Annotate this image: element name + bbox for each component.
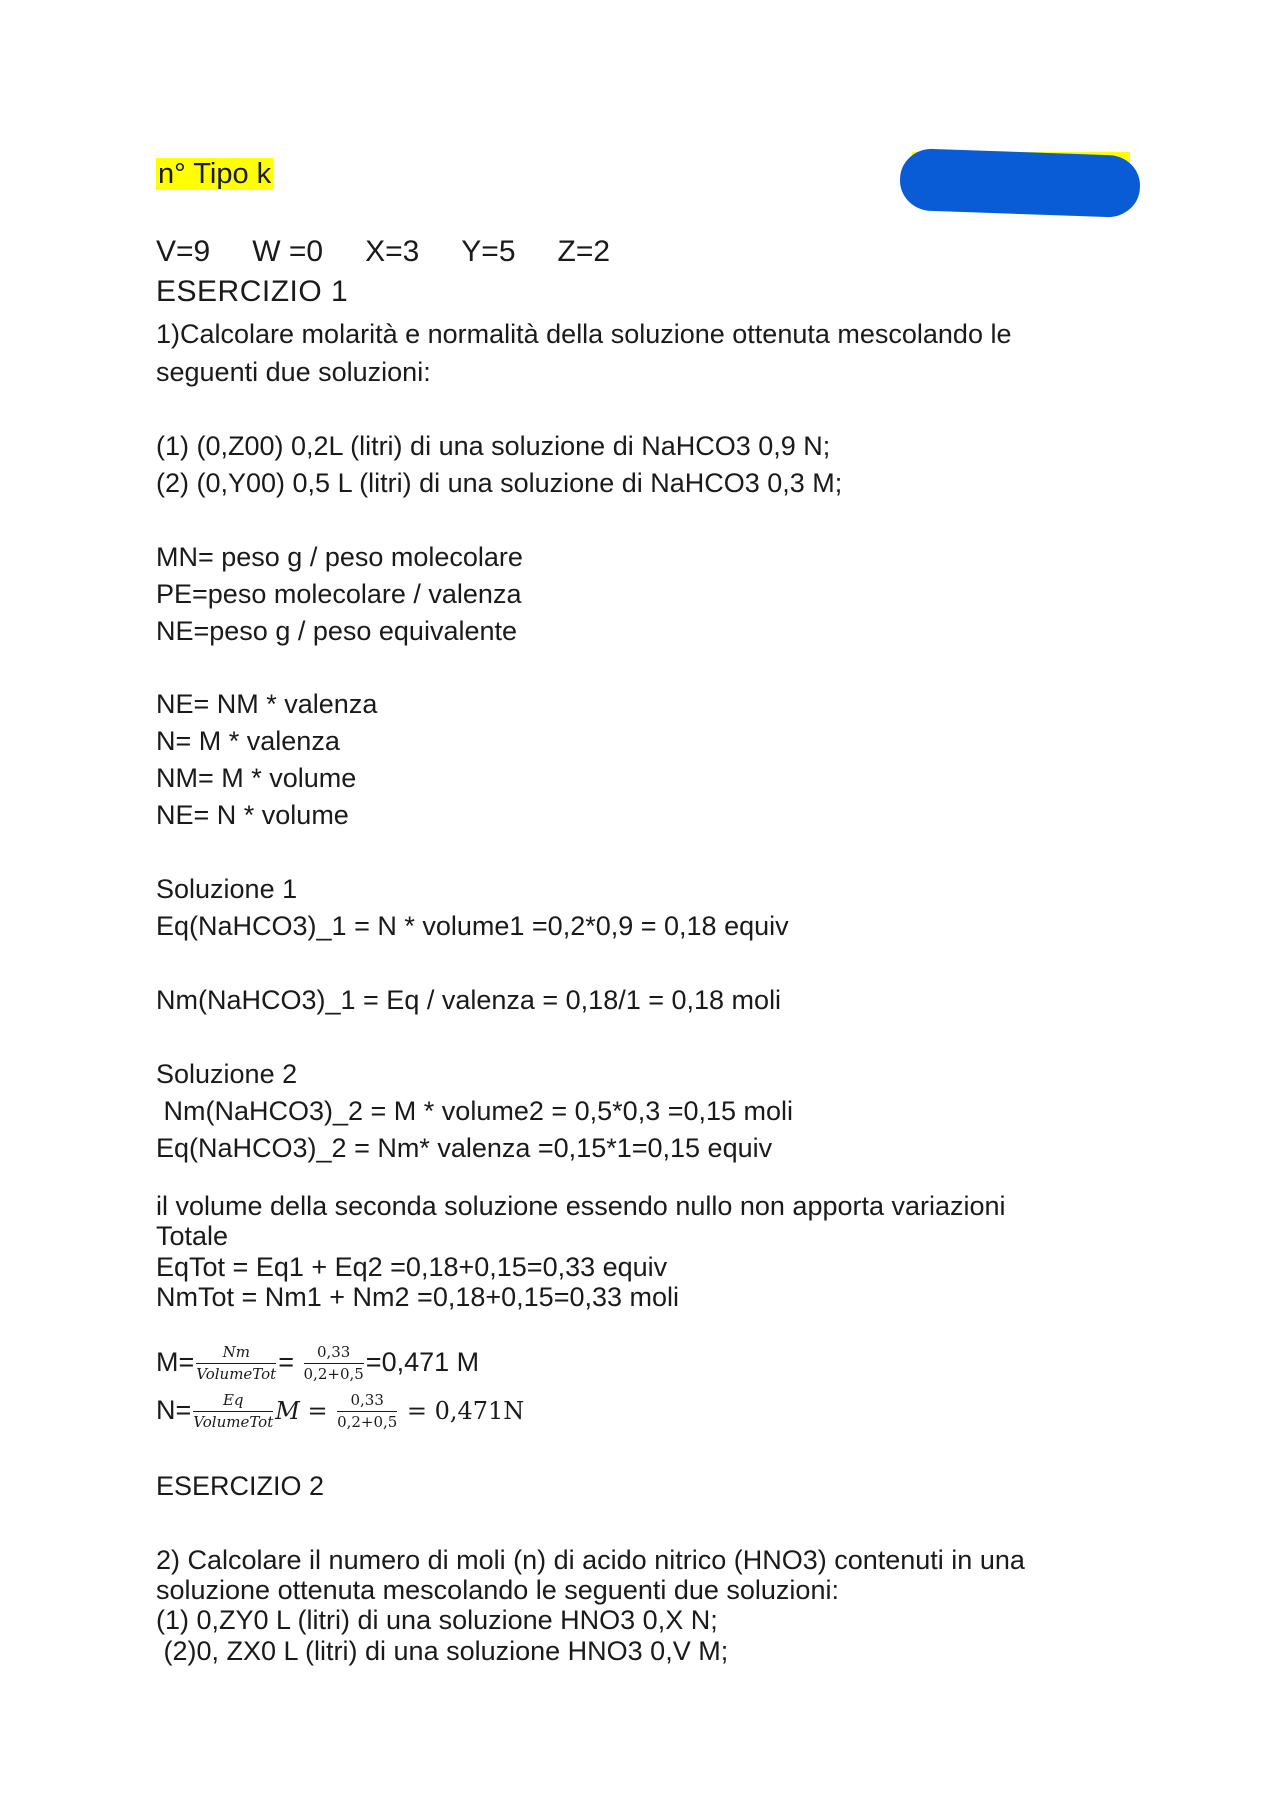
molarity-equation: M= $\frac{Nm}{\text{VolumeTot}}$ = $\frac{0,33}{0,2+0,5}$ =0,471 M xyxy=(156,1343,480,1384)
total-nm: NmTot = Nm1 + Nm2 =0,18+0,15=0,33 moli xyxy=(156,1282,680,1312)
formula-mn: MN= peso g / peso molecolare xyxy=(156,542,523,572)
solution-2-title: Soluzione 2 xyxy=(156,1059,298,1089)
redaction-scribble xyxy=(899,148,1141,218)
ex2-question-line-2: soluzione ottenuta mescolando le seguenti due soluzioni: xyxy=(156,1575,839,1605)
normality-equation: N= $\frac{Eq}{\text{VolumeTot}}$ M = $\frac{0,33}{0,2+0,5}$ = 0,471N xyxy=(156,1391,525,1432)
var-v: V=9 xyxy=(156,235,211,268)
solution-2-nm: Nm(NaHCO3)_2 = M * volume2 = 0,5*0,3 =0,15 moli xyxy=(156,1096,794,1126)
fraction-eq-volumetot: $\frac{Eq}{\text{VolumeTot}}$ xyxy=(193,1391,274,1432)
exercise-2-heading: ESERCIZIO 2 xyxy=(156,1471,325,1501)
formula-ne-nm: NE= NM * valenza xyxy=(156,689,378,719)
total-title: Totale xyxy=(156,1221,229,1251)
formula-ne: NE=peso g / peso equivalente xyxy=(156,616,518,646)
header-title: n° Tipo k xyxy=(158,158,272,190)
ex1-question-line-1: 1)Calcolare molarità e normalità della soluzione ottenuta mescolando le xyxy=(156,319,1012,349)
fraction-nm-volumetot: $\frac{Nm}{\text{VolumeTot}}$ xyxy=(196,1343,277,1384)
fraction-033-b: $\frac{0,33}{0,2+0,5}$ xyxy=(337,1391,398,1432)
exercise-1-heading: ESERCIZIO 1 xyxy=(156,275,349,308)
var-z: Z=2 xyxy=(557,235,611,268)
formula-n: N= M * valenza xyxy=(156,726,340,756)
ex1-question-line-2: seguenti due soluzioni: xyxy=(156,357,431,387)
fraction-033: $\frac{0,33}{0,2+0,5}$ xyxy=(303,1343,364,1384)
ex1-solution-1: (1) (0,Z00) 0,2L (litri) di una soluzione di NaHCO3 0,9 N; xyxy=(156,431,831,461)
var-x: X=3 xyxy=(365,235,420,268)
formula-ne-n: NE= N * volume xyxy=(156,800,349,830)
var-y: Y=5 xyxy=(461,235,516,268)
var-w: W =0 xyxy=(252,235,324,268)
note-text: il volume della seconda soluzione essendo nullo non apporta variazioni xyxy=(156,1191,1006,1221)
ex2-question-line-1: 2) Calcolare il numero di moli (n) di acido nitrico (HNO3) contenuti in una xyxy=(156,1545,1025,1575)
ex2-solution-1: (1) 0,ZY0 L (litri) di una soluzione HNO3 0,X N; xyxy=(156,1605,718,1635)
variables-row xyxy=(156,236,652,268)
solution-1-nm: Nm(NaHCO3)_1 = Eq / valenza = 0,18/1 = 0,18 moli xyxy=(156,985,782,1015)
solution-1-eq: Eq(NaHCO3)_1 = N * volume1 =0,2*0,9 = 0,18 equiv xyxy=(156,911,789,941)
solution-1-title: Soluzione 1 xyxy=(156,874,298,904)
solution-2-eq: Eq(NaHCO3)_2 = Nm* valenza =0,15*1=0,15 equiv xyxy=(156,1133,773,1163)
formula-nm: NM= M * volume xyxy=(156,763,357,793)
ex2-solution-2: (2)0, ZX0 L (litri) di una soluzione HNO3 0,V M; xyxy=(156,1636,729,1666)
total-eq: EqTot = Eq1 + Eq2 =0,18+0,15=0,33 equiv xyxy=(156,1252,668,1282)
normality-result: = 0,471N xyxy=(406,1397,525,1425)
formula-pe: PE=peso molecolare / valenza xyxy=(156,579,522,609)
molarity-result: =0,471 M xyxy=(365,1347,480,1377)
ex1-solution-2: (2) (0,Y00) 0,5 L (litri) di una soluzione di NaHCO3 0,3 M; xyxy=(156,468,843,498)
